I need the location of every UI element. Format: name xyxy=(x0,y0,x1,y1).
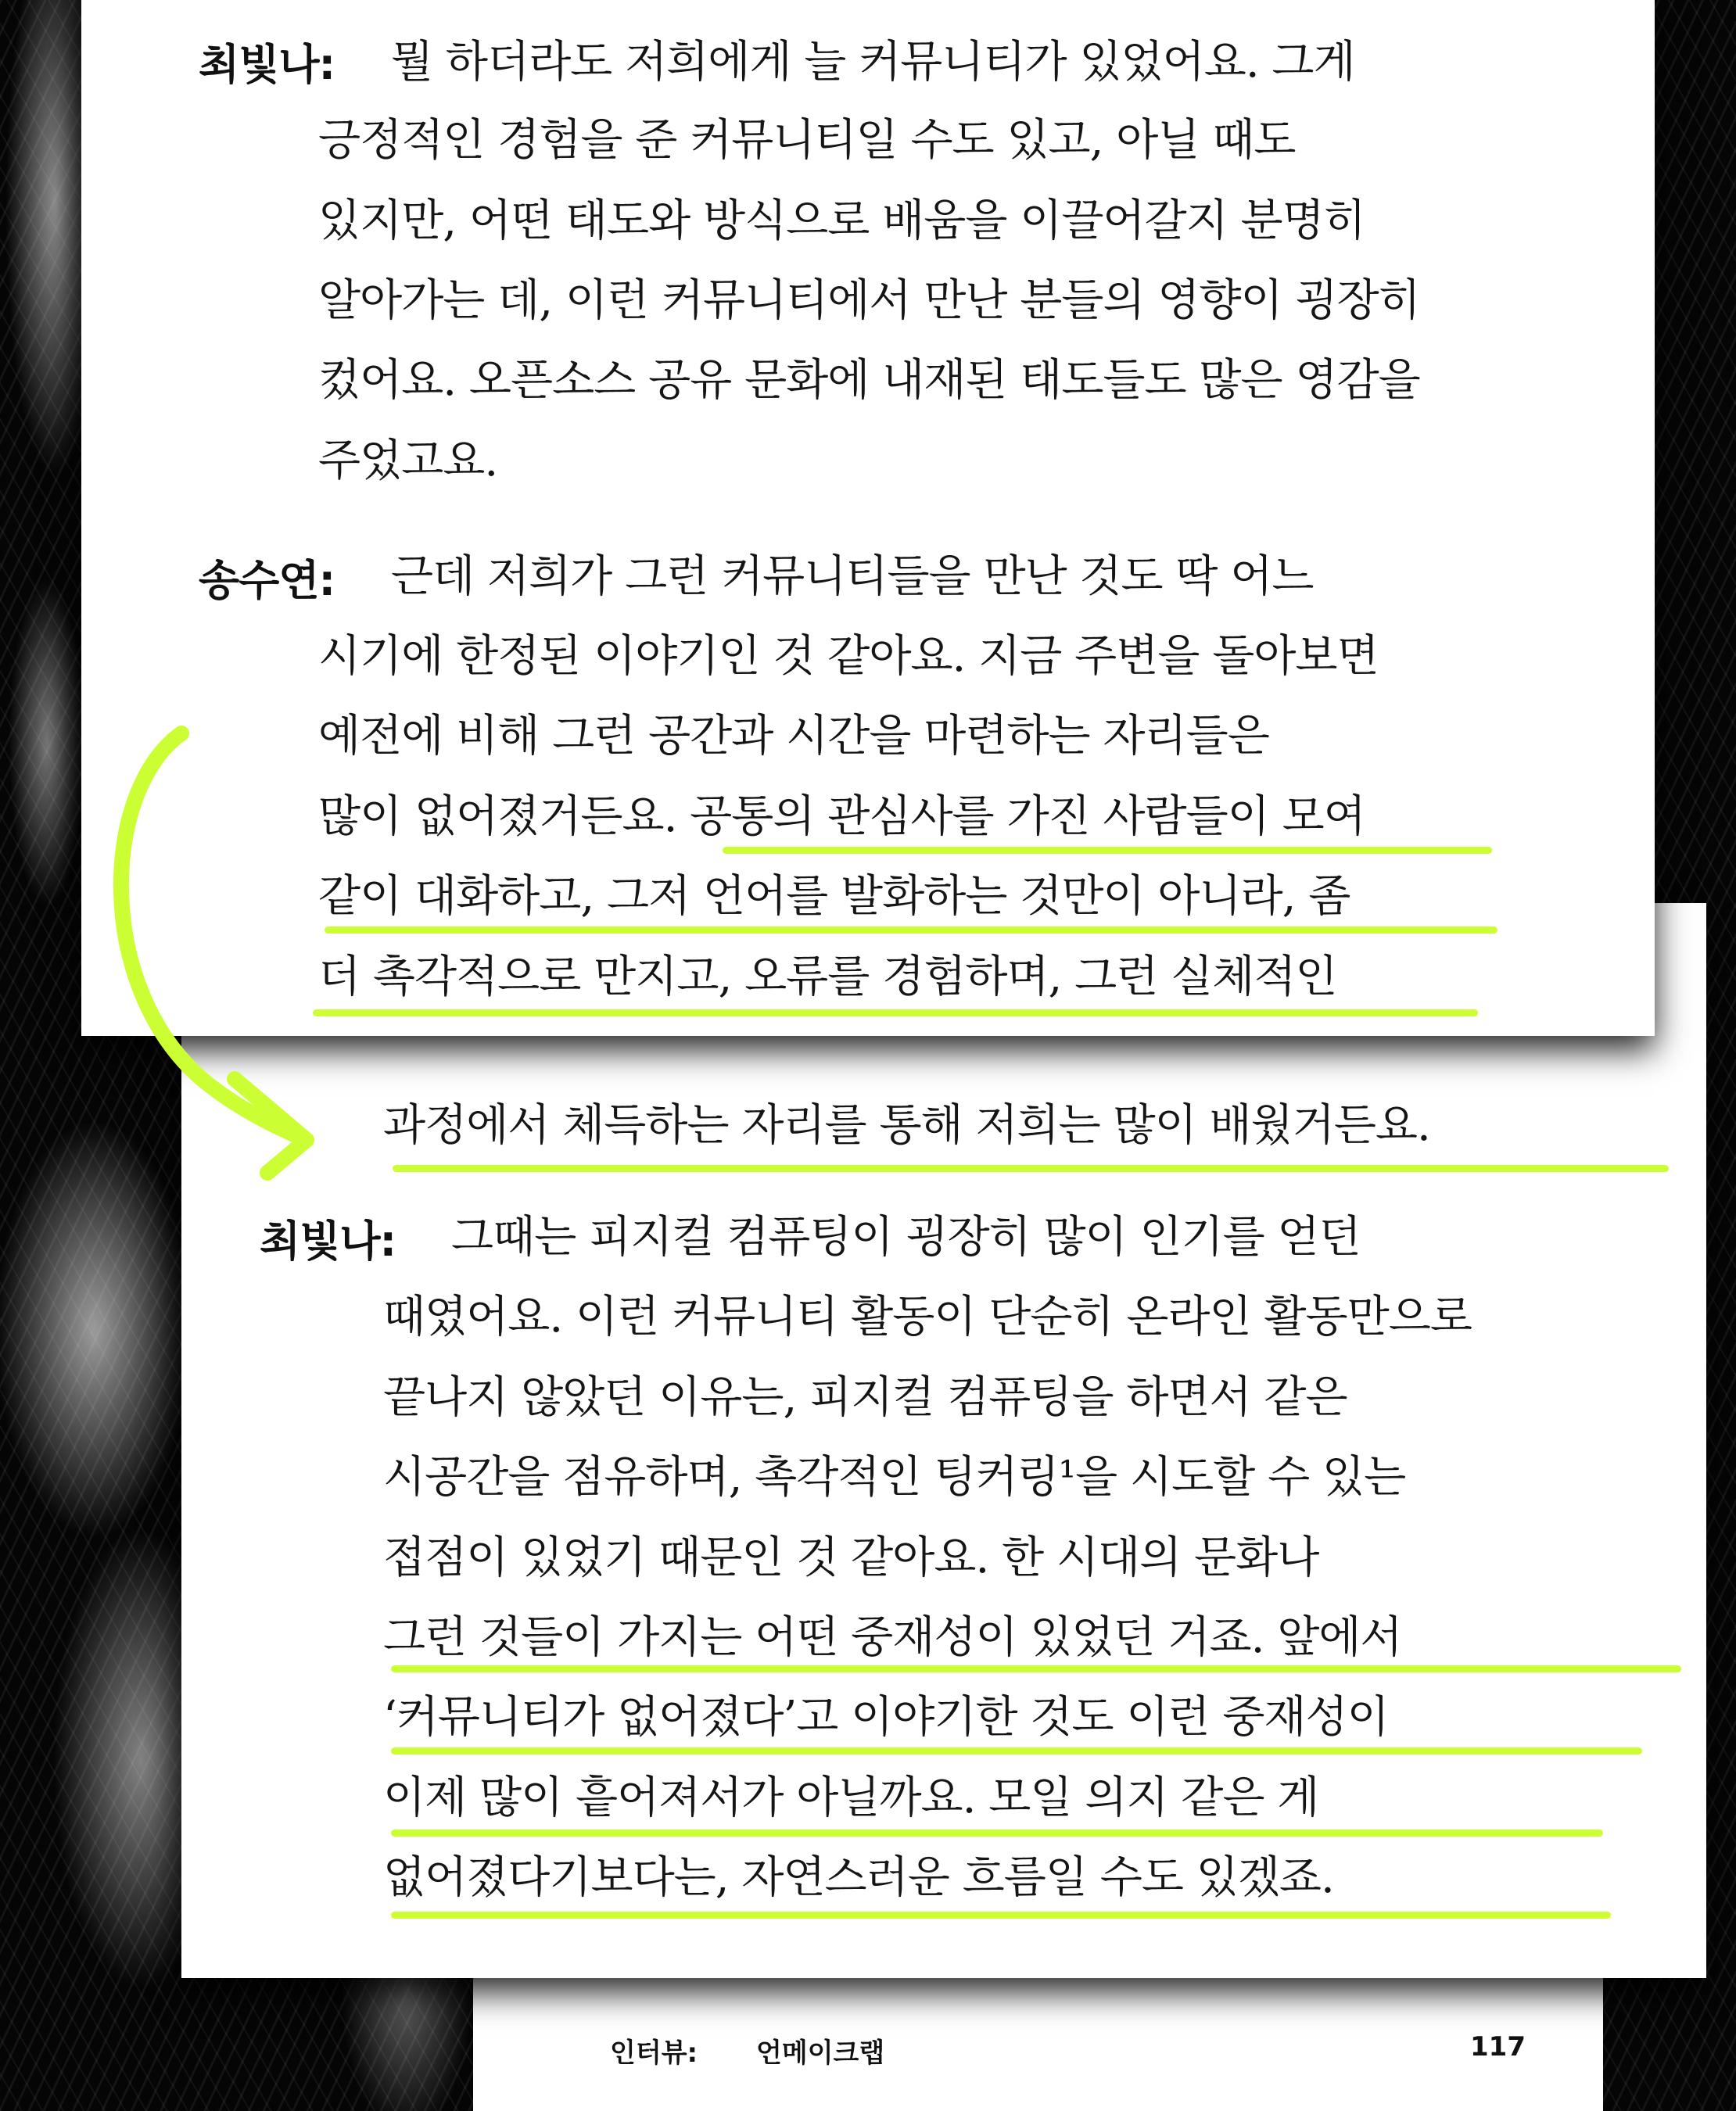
text-line: 과정에서 체득하는 자리를 통해 저희는 많이 배웠거든요. xyxy=(383,1100,1430,1151)
text-line: 예전에 비해 그런 공간과 시간을 마련하는 자리들은 xyxy=(318,711,1269,762)
text-line: 그런 것들이 가지는 어떤 중재성이 있었던 거죠. 앞에서 xyxy=(383,1612,1402,1663)
text-line: 끝나지 않았던 이유는, 피지컬 컴퓨팅을 하면서 같은 xyxy=(383,1372,1347,1423)
speaker-label: 송수연: xyxy=(199,556,335,605)
text-line: 접점이 있었기 때문인 것 같아요. 한 시대의 문화나 xyxy=(383,1532,1319,1583)
highlight-underline xyxy=(325,926,1497,934)
footer-subject: 언메이크랩 xyxy=(756,2038,885,2069)
text-line: 많이 없어졌거든요. 공통의 관심사를 가진 사람들이 모여 xyxy=(318,791,1365,842)
text-line: 있지만, 어떤 태도와 방식으로 배움을 이끌어갈지 분명히 xyxy=(318,195,1365,246)
text-line: 알아가는 데, 이런 커뮤니티에서 만난 분들의 영향이 굉장히 xyxy=(318,275,1420,326)
text-line: ‘커뮤니티가 없어졌다’고 이야기한 것도 이런 중재성이 xyxy=(383,1692,1389,1743)
speaker-label: 최빛나: xyxy=(199,40,335,89)
speaker-label: 최빛나: xyxy=(260,1217,396,1266)
text-line: 시기에 한정된 이야기인 것 같아요. 지금 주변을 돌아보면 xyxy=(318,631,1379,682)
highlight-underline xyxy=(391,1747,1642,1754)
text-line: 이제 많이 흩어져서가 아닐까요. 모일 의지 같은 게 xyxy=(383,1772,1319,1823)
text-line: 긍정적인 경험을 준 커뮤니티일 수도 있고, 아닐 때도 xyxy=(318,115,1296,166)
highlight-underline xyxy=(391,1665,1681,1672)
highlight-underline xyxy=(393,1165,1669,1172)
text-line: 근데 저희가 그런 커뮤니티들을 만난 것도 딱 어느 xyxy=(391,551,1314,602)
text-line: 컸어요. 오픈소스 공유 문화에 내재된 태도들도 많은 영감을 xyxy=(318,355,1420,406)
text-line: 시공간을 점유하며, 촉각적인 팅커링¹을 시도할 수 있는 xyxy=(383,1452,1406,1503)
text-line: 주었고요. xyxy=(318,435,498,486)
highlight-underline xyxy=(723,847,1492,854)
text-line: 없어졌다기보다는, 자연스러운 흐름일 수도 있겠죠. xyxy=(383,1852,1334,1903)
highlight-underline xyxy=(391,1912,1611,1919)
footer-page-fragment xyxy=(473,1978,1603,2111)
text-line: 그때는 피지컬 컴퓨팅이 굉장히 많이 인기를 얻던 xyxy=(451,1212,1361,1263)
text-line: 같이 대화하고, 그저 언어를 발화하는 것만이 아니라, 좀 xyxy=(318,871,1350,922)
footer-section-label: 인터뷰: xyxy=(610,2038,698,2069)
top-page-excerpt xyxy=(81,0,1655,1036)
middle-page-excerpt xyxy=(181,903,1706,1978)
text-line: 뭘 하더라도 저희에게 늘 커뮤니티가 있었어요. 그게 xyxy=(391,37,1355,88)
highlight-underline xyxy=(391,1830,1603,1837)
page-number: 117 xyxy=(1470,2031,1526,2063)
highlight-underline xyxy=(313,1009,1478,1016)
text-line: 때였어요. 이런 커뮤니티 활동이 단순히 온라인 활동만으로 xyxy=(383,1292,1472,1342)
text-line: 더 촉각적으로 만지고, 오류를 경험하며, 그런 실체적인 xyxy=(318,952,1337,1002)
